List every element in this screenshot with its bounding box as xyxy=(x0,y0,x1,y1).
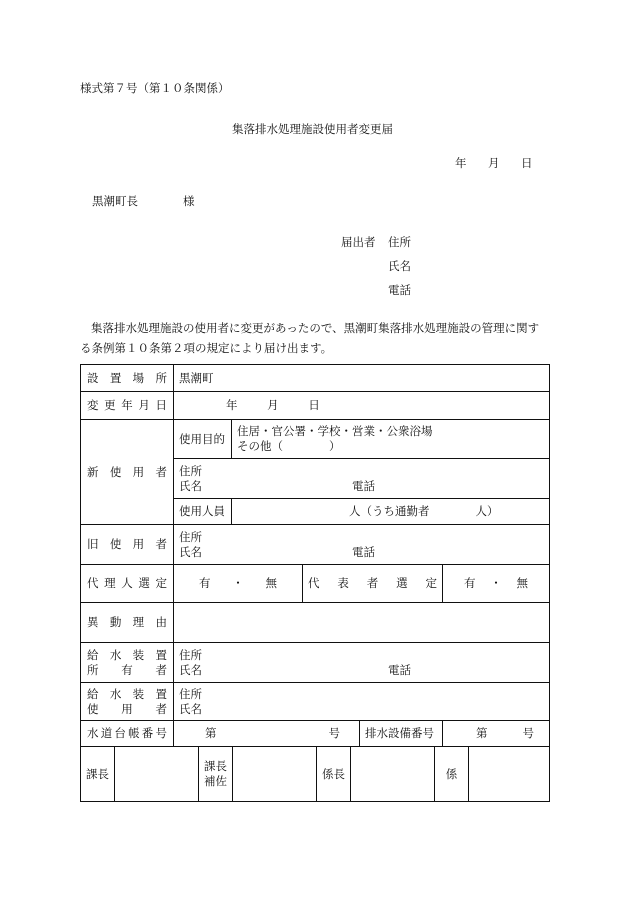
location-value[interactable]: 黒潮町 xyxy=(174,365,550,392)
row-supply-owner xyxy=(81,643,550,683)
kakaricho-stamp[interactable] xyxy=(351,747,435,802)
applicant-phone-label: 電話 xyxy=(388,283,411,297)
drain-no-value[interactable]: 第 号 xyxy=(443,721,550,747)
row-agent xyxy=(81,565,550,603)
rep-choice[interactable]: 有 ・ 無 xyxy=(443,565,550,603)
body-text-line2: る条例第１０条第２項の規定により届け出ます。 xyxy=(80,341,333,355)
supply-owner-label: 給水装置 所有者 xyxy=(81,643,174,683)
agent-choice[interactable]: 有 ・ 無 xyxy=(174,565,303,603)
hosa-label: 課長 補佐 xyxy=(199,747,233,802)
date-month: 月 xyxy=(488,156,500,170)
approval-table xyxy=(80,746,550,802)
row-new-user-purpose xyxy=(81,420,550,459)
reason-value[interactable] xyxy=(174,603,550,643)
supply-user-contact[interactable]: 住所 氏名 xyxy=(174,683,550,721)
applicant-name-label: 氏名 xyxy=(388,259,411,273)
water-ledger-label: 水道台帳番号 xyxy=(81,721,174,747)
purpose-value[interactable]: 住居・官公署・学校・営業・公衆浴場 その他（ ） xyxy=(232,420,550,459)
addressee-honorific: 様 xyxy=(183,194,195,208)
row-old-user xyxy=(81,525,550,565)
users-label: 使用人員 xyxy=(174,499,232,525)
form-number: 様式第７号（第１０条関係） xyxy=(80,81,230,95)
change-date-value[interactable]: 年 月 日 xyxy=(174,392,550,420)
old-user-contact[interactable]: 住所 氏名 電話 xyxy=(174,525,550,565)
applicant-address-label: 住所 xyxy=(388,235,411,249)
approval-row xyxy=(81,747,550,802)
page-title: 集落排水処理施設使用者変更届 xyxy=(232,122,393,136)
form-table xyxy=(80,364,550,747)
new-user-label: 新使用者 xyxy=(81,420,174,525)
rep-label: 代表者選定 xyxy=(303,565,443,603)
change-date-label: 変更年月日 xyxy=(81,392,174,420)
row-supply-user xyxy=(81,683,550,721)
agent-label: 代理人選定 xyxy=(81,565,174,603)
supply-owner-contact[interactable]: 住所 氏名 電話 xyxy=(174,643,550,683)
row-location xyxy=(81,365,550,392)
kakaricho-label: 係長 xyxy=(317,747,351,802)
body-text-line1: 集落排水処理施設の使用者に変更があったので、黒潮町集落排水処理施設の管理に関す xyxy=(91,321,540,335)
kakari-label: 係 xyxy=(435,747,469,802)
new-user-contact[interactable]: 住所 氏名 電話 xyxy=(174,459,550,499)
kacho-stamp[interactable] xyxy=(115,747,199,802)
location-label: 設置場所 xyxy=(81,365,174,392)
reason-label: 異動理由 xyxy=(81,603,174,643)
applicant-label: 届出者 xyxy=(341,235,376,249)
row-change-date xyxy=(81,392,550,420)
drain-no-label: 排水設備番号 xyxy=(360,721,443,747)
row-reason xyxy=(81,603,550,643)
date-day: 日 xyxy=(521,156,533,170)
addressee: 黒潮町長 xyxy=(92,194,138,208)
hosa-stamp[interactable] xyxy=(233,747,317,802)
old-user-label: 旧使用者 xyxy=(81,525,174,565)
users-value[interactable]: 人（うち通勤者 人） xyxy=(232,499,550,525)
supply-user-label: 給水装置 使用者 xyxy=(81,683,174,721)
date-year: 年 xyxy=(455,156,467,170)
water-ledger-value[interactable]: 第 号 xyxy=(174,721,360,747)
row-numbers xyxy=(81,721,550,747)
kacho-label: 課長 xyxy=(81,747,115,802)
purpose-label: 使用目的 xyxy=(174,420,232,459)
kakari-stamp[interactable] xyxy=(469,747,550,802)
